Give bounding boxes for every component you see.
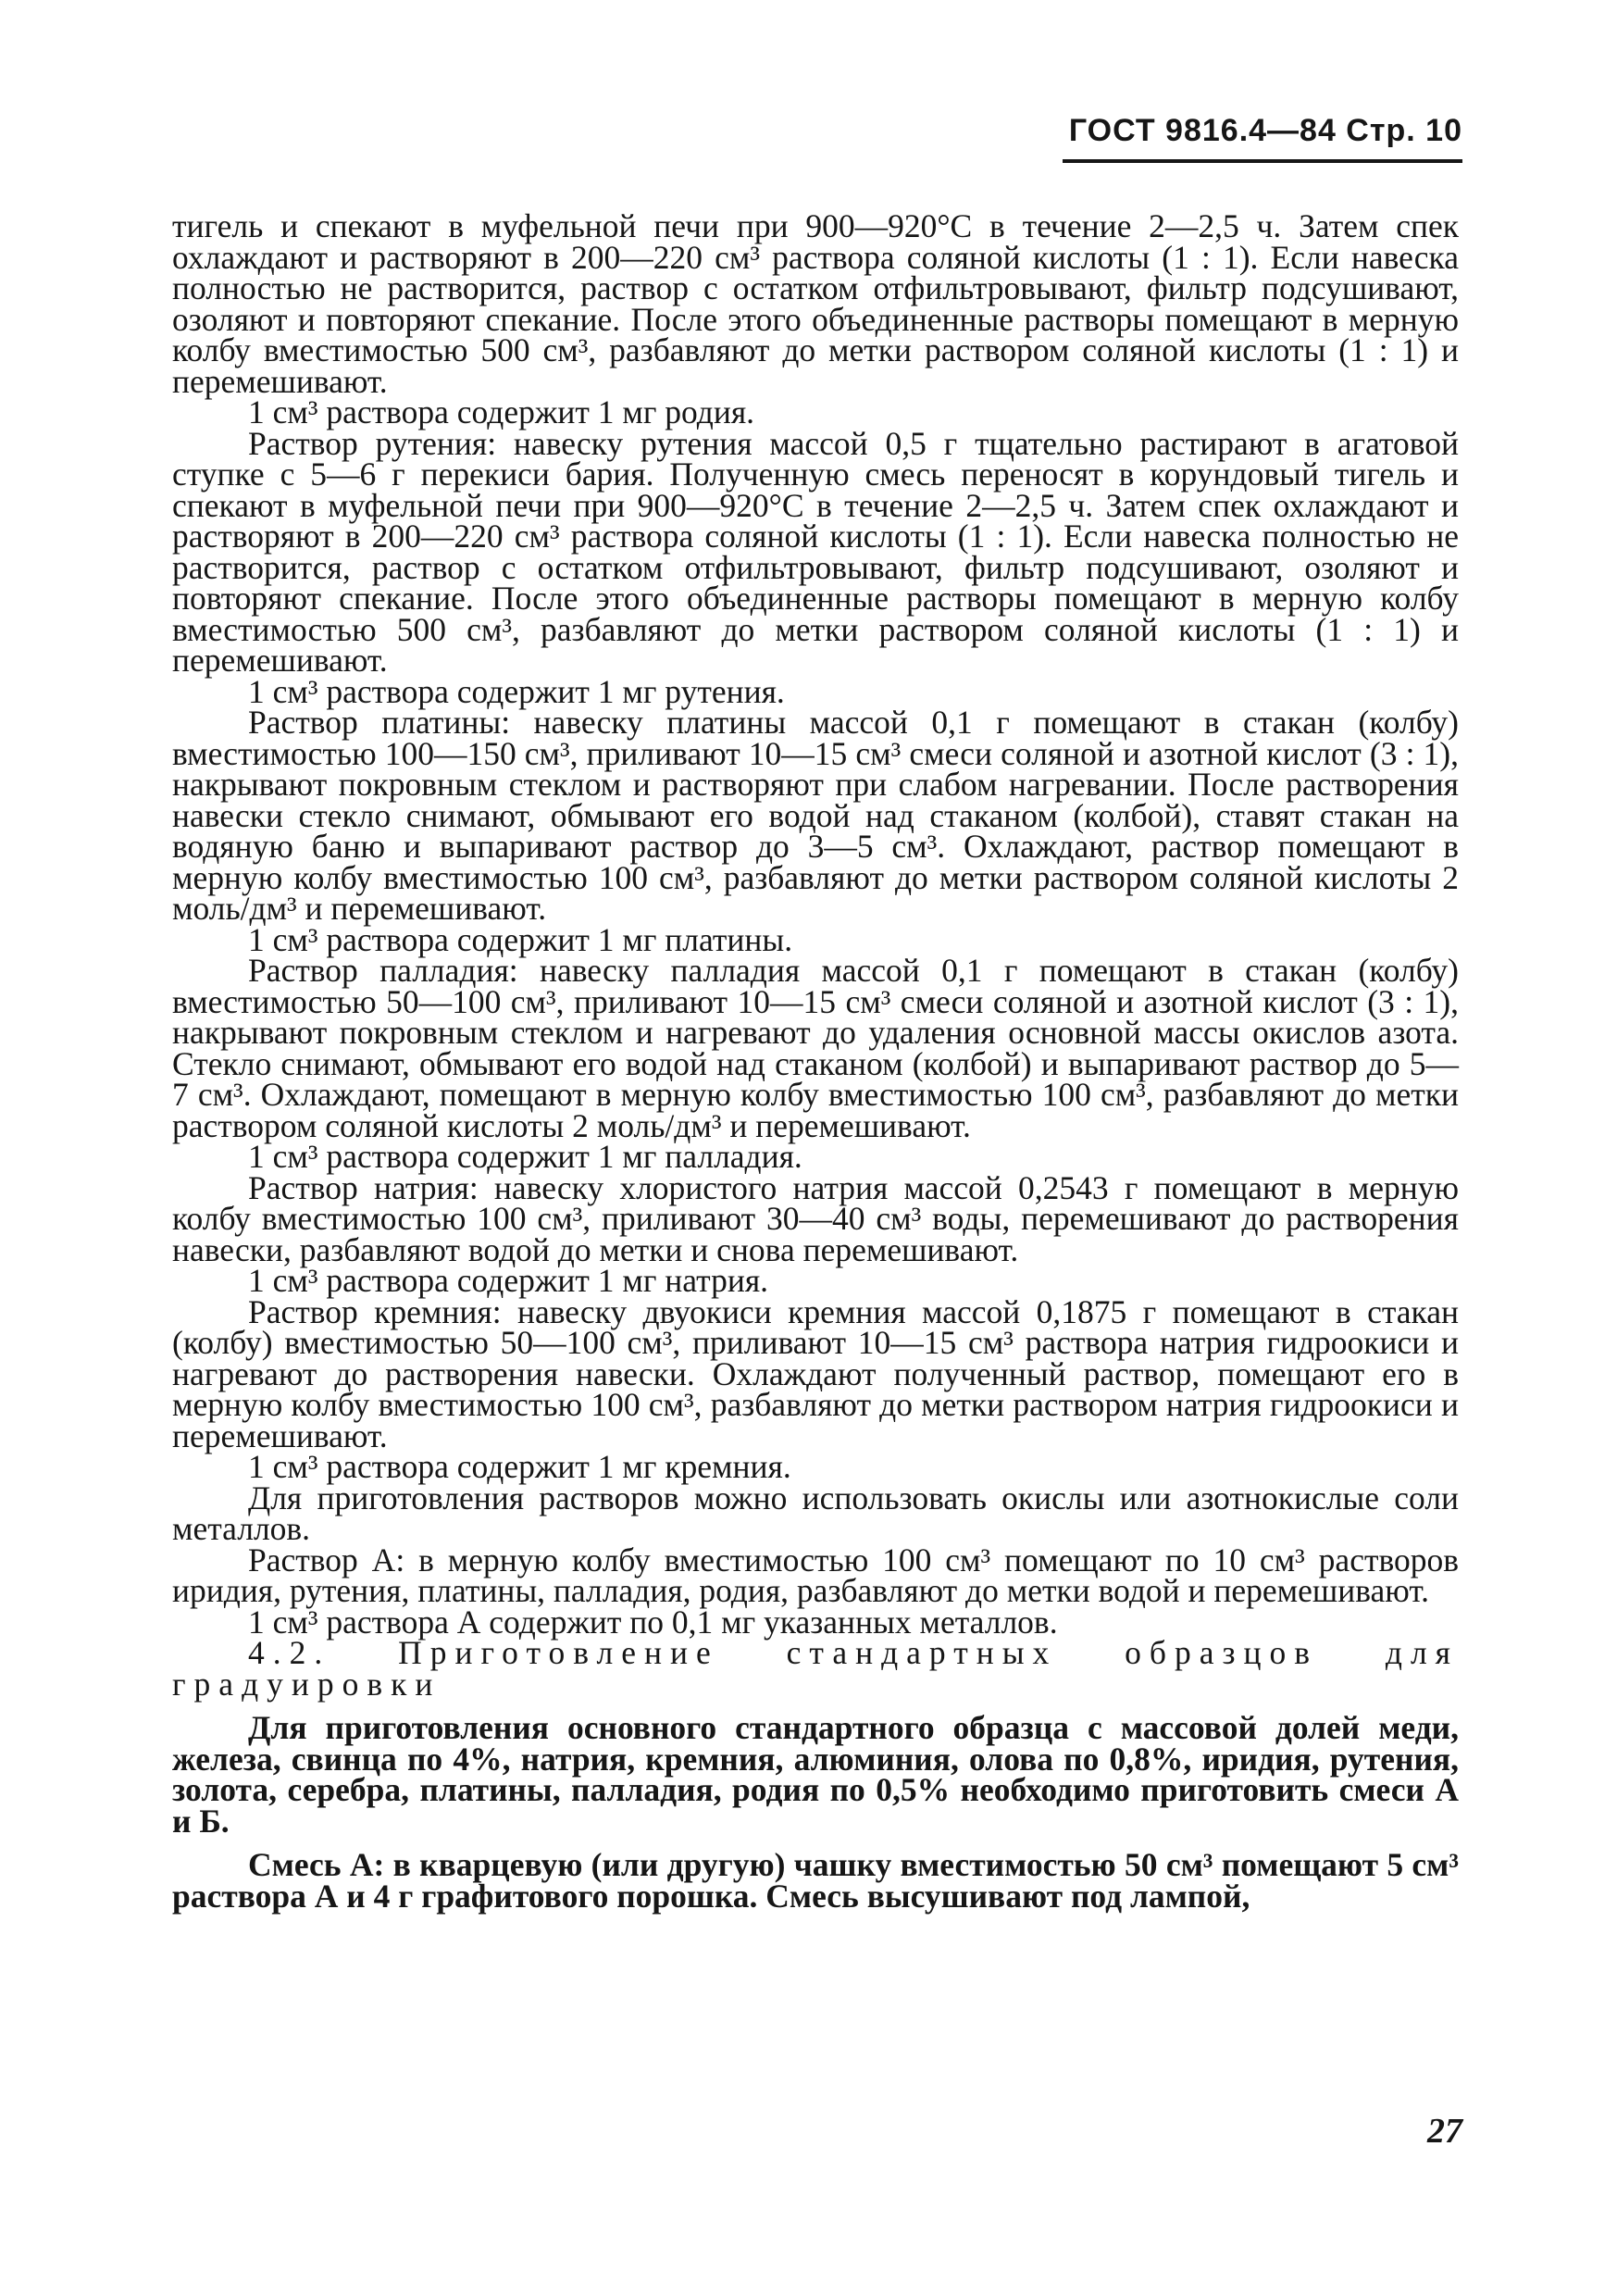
paragraph: 1 см³ раствора А содержит по 0,1 мг указанных металлов.: [248, 1603, 1058, 1641]
body-text: [172, 207, 1459, 1915]
paragraph: Раствор натрия: навеску хлористого натрия массой 0,2543 г помещают в мерную колбу вместимостью 100 см³, приливают 30—40 см³ воды, перемешивают до растворения навески, разбавляют водой до метки и снова перемешивают.: [172, 1168, 1459, 1268]
bold-text-block: [172, 1709, 1459, 1915]
paragraph: 1 см³ раствора содержит 1 мг рутения.: [248, 672, 785, 710]
paragraph: Раствор А: в мерную колбу вместимостью 100 см³ помещают по 10 см³ растворов иридия, рутения, платины, палладия, родия, разбавляют до метки водой и перемешивают.: [172, 1541, 1459, 1609]
bold-paragraph: Для приготовления основного стандартного образца с массовой долей меди, железа, свинца по 4%, натрия, кремния, алюминия, олова по 0,8%, иридия, рутения, золота, серебра, платины, палладия, родия по 0,5% необходимо приготовить смеси А и Б.: [172, 1709, 1459, 1840]
paragraph: 1 см³ раствора содержит 1 мг родия.: [248, 393, 755, 430]
paragraph: Раствор палладия: навеску палладия массой 0,1 г помещают в стакан (колбу) вместимостью 50—100 см³, приливают 10—15 см³ смеси соляной и азотной кислот (3 : 1), накрывают покровным стеклом и нагревают до удаления основной массы окислов азота. Стекло снимают, обмывают его водой над стаканом (колбой) и выпаривают раствор до 5—7 см³. Охлаждают, помещают в мерную колбу вместимостью 100 см³, разбавляют до метки раствором соляной кислоты 2 моль/дм³ и перемешивают.: [172, 952, 1459, 1144]
paragraph: Для приготовления растворов можно использовать окислы или азотнокислые соли металлов.: [172, 1479, 1459, 1547]
paragraph: 1 см³ раствора содержит 1 мг кремния.: [248, 1448, 791, 1485]
paragraph: 1 см³ раствора содержит 1 мг платины.: [248, 920, 793, 958]
page-number: 27: [1427, 2112, 1462, 2151]
paragraph: Раствор рутения: навеску рутения массой 0,5 г тщательно растирают в агатовой ступке с 5—6 г перекиси бария. Полученную смесь переносят в корундовый тигель и спекают в муфельной печи при 900—920°С в течение 2—2,5 ч. Затем спек охлаждают и растворяют в 200—220 см³ раствора соляной кислоты (1 : 1). Если навеска полностью не растворится, раствор с остатком отфильтровывают, фильтр подсушивают, озоляют и повторяют спекание. После этого объединенные растворы помещают в мерную колбу вместимостью 500 см³, разбавляют до метки раствором соляной кислоты (1 : 1) и перемешивают.: [172, 424, 1459, 679]
bold-paragraph: Смесь А: в кварцевую (или другую) чашку вместимостью 50 см³ помещают 5 см³ раствора А и 4 г графитового порошка. Смесь высушивают под лампой,: [172, 1846, 1459, 1915]
paragraph: 1 см³ раствора содержит 1 мг натрия.: [248, 1262, 769, 1299]
paragraph: Раствор платины: навеску платины массой 0,1 г помещают в стакан (колбу) вместимостью 100—150 см³, приливают 10—15 см³ смеси соляной и азотной кислот (3 : 1), накрывают покровным стеклом и растворяют при слабом нагревании. После растворения навески стекло снимают, обмывают его водой над стаканом (колбой), ставят стакан на водяную баню и выпаривают раствор до 3—5 см³. Охлаждают, раствор помещают в мерную колбу вместимостью 100 см³, разбавляют до метки раствором соляной кислоты 2 моль/дм³ и перемешивают.: [172, 704, 1459, 927]
section-heading: 4.2. Приготовление стандартных образцов для градуировки: [172, 1634, 1459, 1703]
paragraph: тигель и спекают в муфельной печи при 900—920°С в течение 2—2,5 ч. Затем спек охлаждают и растворяют в 200—220 см³ раствора соляной кислоты (1 : 1). Если навеска полностью не растворится, раствор с остатком отфильтровывают, фильтр подсушивают, озоляют и повторяют спекание. После этого объединенные растворы помещают в мерную колбу вместимостью 500 см³, разбавляют до метки раствором соляной кислоты (1 : 1) и перемешивают.: [172, 207, 1459, 400]
paragraph: 1 см³ раствора содержит 1 мг палладия.: [248, 1138, 802, 1175]
header-rule: [1063, 159, 1462, 163]
paragraph: Раствор кремния: навеску двуокиси кремния массой 0,1875 г помещают в стакан (колбу) вместимостью 50—100 см³, приливают 10—15 см³ раствора натрия гидроокиси и нагревают до растворения навески. Охлаждают полученный раствор, помещают его в мерную колбу вместимостью 100 см³, разбавляют до метки раствором натрия гидроокиси и перемешивают.: [172, 1292, 1459, 1454]
standard-header: ГОСТ 9816.4—84 Стр. 10: [1068, 113, 1462, 148]
